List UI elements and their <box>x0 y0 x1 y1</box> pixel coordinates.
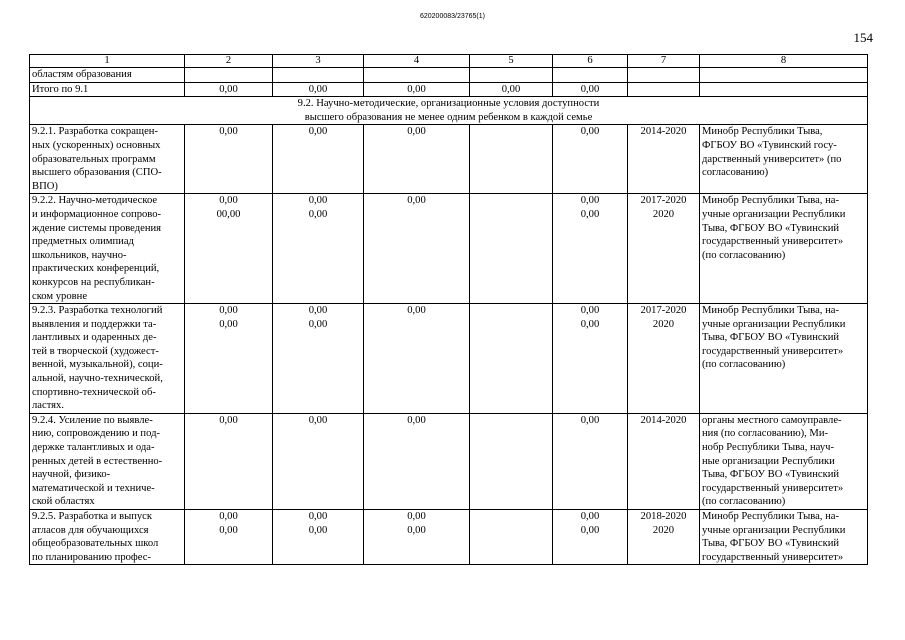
executor-line: нобр Республики Тыва, науч- <box>702 442 835 454</box>
carry-text: областям образования <box>30 68 185 83</box>
program-table <box>29 54 868 565</box>
measure-name-line: лантливых и одаренных де- <box>32 332 157 344</box>
measure-row <box>30 510 868 565</box>
document-id: 620200083/23765(1) <box>419 13 485 20</box>
measure-name-line: 9.2.2. Научно-методическое <box>32 195 158 207</box>
amount-value: 0,00 <box>219 195 238 207</box>
measure-name-line: ждение системы проведения <box>32 222 162 234</box>
amount-value: 0,00 <box>407 195 426 207</box>
amount-value: 00,00 <box>216 208 241 220</box>
period-value: 2017-2020 <box>640 195 687 207</box>
executor-line: согласованию) <box>702 167 769 179</box>
period-value: 2014-2020 <box>640 414 687 426</box>
measure-name-line: общеобразовательных школ <box>32 538 159 550</box>
header-cell-8: 8 <box>700 55 868 68</box>
total-row <box>30 82 868 97</box>
amount-value: 0,00 <box>308 318 328 330</box>
value-cell-c2 <box>185 510 273 565</box>
measure-name-line: практических конференций, <box>32 263 160 275</box>
empty-cell <box>700 82 868 97</box>
value-cell-c3 <box>273 304 364 414</box>
value-cell-c6 <box>553 194 628 304</box>
total-value: 0,00 <box>470 82 553 97</box>
header-row <box>30 55 868 68</box>
header-cell-6: 6 <box>553 55 628 68</box>
amount-value: 0,00 <box>308 524 328 536</box>
executor-line: Тыва, ФГБОУ ВО «Тувинский <box>702 332 840 344</box>
total-value: 0,00 <box>185 82 273 97</box>
empty-cell <box>700 68 868 83</box>
executor-line: ния (по согласованию), Ми- <box>702 428 829 440</box>
measure-name-line: математической и техниче- <box>32 482 155 494</box>
executor-line: Минобр Республики Тыва, на- <box>702 511 840 522</box>
section-row <box>30 97 868 125</box>
value-cell-c3 <box>273 194 364 304</box>
amount-value: 0,00 <box>580 126 600 138</box>
executor-line: Минобр Республики Тыва, <box>702 126 823 138</box>
executor-line: государственный университет» <box>702 482 844 494</box>
value-cell-c4 <box>364 413 470 509</box>
measure-name-line: ВПО) <box>32 180 58 192</box>
amount-value: 0,00 <box>407 126 426 138</box>
header-cell-1: 1 <box>30 55 185 68</box>
header-cell-3: 3 <box>273 55 364 68</box>
measure-name-line: и информационное сопрово- <box>32 208 162 220</box>
executor-line: органы местного самоуправле- <box>702 414 842 426</box>
value-cell-c2 <box>185 125 273 194</box>
amount-value: 0,00 <box>219 126 238 138</box>
measure-name-line: образовательных программ <box>32 153 156 165</box>
header-cell-5: 5 <box>470 55 553 68</box>
measure-row <box>30 125 868 194</box>
value-cell-c2 <box>185 304 273 414</box>
amount-value: 0,00 <box>219 524 238 536</box>
carry-row <box>30 68 868 83</box>
amount-value: 0,00 <box>308 208 328 220</box>
header-cell-4: 4 <box>364 55 470 68</box>
executor-cell <box>700 125 868 194</box>
table-body <box>30 55 868 565</box>
executor-line: (по согласованию) <box>702 249 786 261</box>
value-cell-c2 <box>185 413 273 509</box>
value-cell-c4 <box>364 304 470 414</box>
period-value: 2020 <box>652 208 675 220</box>
measure-row <box>30 304 868 414</box>
executor-line: учные организации Республики <box>702 524 846 536</box>
header-cell-2: 2 <box>185 55 273 68</box>
executor-line: Тыва, ФГБОУ ВО «Тувинский <box>702 538 840 550</box>
header-cell-7: 7 <box>628 55 700 68</box>
section-title <box>30 97 868 125</box>
measure-name-line: спортивно-технической об- <box>32 386 156 398</box>
value-cell-c7 <box>628 413 700 509</box>
measure-name-line: ных (ускоренных) основных <box>32 139 161 151</box>
value-cell-c3 <box>273 125 364 194</box>
amount-value: 0,00 <box>580 305 600 317</box>
measure-name <box>30 510 185 565</box>
executor-line: государственный университет» <box>702 551 844 563</box>
amount-value: 0,00 <box>219 305 238 317</box>
executor-line: ные организации Республики <box>702 455 835 467</box>
measure-name-line: ской областях <box>32 496 95 508</box>
executor-line: (по согласованию) <box>702 496 786 508</box>
value-cell-c5 <box>470 194 553 304</box>
measure-name-line: выявления и поддержки та- <box>32 318 157 330</box>
measure-name-line: тей в творческой (художест- <box>32 345 159 357</box>
amount-value: 0,00 <box>580 208 600 220</box>
amount-value: 0,00 <box>219 318 238 330</box>
value-cell-c4 <box>364 194 470 304</box>
amount-value: 0,00 <box>308 305 328 317</box>
period-value: 2018-2020 <box>640 511 687 522</box>
measure-name-line: атласов для обучающихся <box>32 524 149 536</box>
executor-line: (по согласованию) <box>702 359 786 371</box>
measure-name-line: держке талантливых и ода- <box>32 442 155 454</box>
amount-value: 0,00 <box>308 414 328 426</box>
executor-line: учные организации Республики <box>702 318 846 330</box>
measure-name-line: альной, научно-технической, <box>32 373 163 385</box>
executor-line: Тыва, ФГБОУ ВО «Тувинский <box>702 469 840 481</box>
empty-cell <box>628 68 700 83</box>
measure-name-line: нию, сопровождению и под- <box>32 428 160 440</box>
amount-value: 0,00 <box>407 524 426 536</box>
measure-name-line: 9.2.5. Разработка и выпуск <box>32 511 153 522</box>
executor-line: государственный университет» <box>702 345 844 357</box>
amount-value: 0,00 <box>308 195 328 207</box>
measure-name-line: ском уровне <box>32 290 88 302</box>
amount-value: 0,00 <box>580 524 600 536</box>
value-cell-c7 <box>628 510 700 565</box>
value-cell-c5 <box>470 125 553 194</box>
value-cell-c5 <box>470 413 553 509</box>
empty-cell <box>185 68 273 83</box>
value-cell-c2 <box>185 194 273 304</box>
section-line: высшего образования не менее одним ребенком в каждой семье <box>304 111 593 123</box>
measure-name <box>30 125 185 194</box>
amount-value: 0,00 <box>580 318 600 330</box>
executor-line: Минобр Республики Тыва, на- <box>702 305 840 317</box>
period-value: 2014-2020 <box>640 126 687 138</box>
amount-value: 0,00 <box>308 511 328 522</box>
empty-cell <box>470 68 553 83</box>
measure-name-line: ластях. <box>32 400 64 412</box>
empty-cell <box>273 68 364 83</box>
total-label: Итого по 9.1 <box>30 82 185 97</box>
value-cell-c6 <box>553 510 628 565</box>
value-cell-c5 <box>470 510 553 565</box>
total-value: 0,00 <box>553 82 628 97</box>
executor-line: Тыва, ФГБОУ ВО «Тувинский <box>702 222 840 234</box>
measure-row <box>30 194 868 304</box>
measure-name-line: ренных детей в естественно- <box>32 455 163 467</box>
measure-name-line: школьников, научно- <box>32 249 127 261</box>
amount-value: 0,00 <box>308 126 328 138</box>
empty-cell <box>364 68 470 83</box>
amount-value: 0,00 <box>580 511 600 522</box>
value-cell-c6 <box>553 125 628 194</box>
empty-cell <box>553 68 628 83</box>
executor-cell <box>700 194 868 304</box>
amount-value: 0,00 <box>580 195 600 207</box>
executor-line: государственный университет» <box>702 236 844 248</box>
measure-name-line: конкурсов на республикан- <box>32 276 155 288</box>
section-line: 9.2. Научно-методические, организационные условия доступности <box>297 98 600 110</box>
measure-name-line: 9.2.4. Усиление по выявле- <box>32 414 153 426</box>
period-value: 2020 <box>652 524 675 536</box>
value-cell-c3 <box>273 413 364 509</box>
measure-row <box>30 413 868 509</box>
amount-value: 0,00 <box>407 414 426 426</box>
value-cell-c4 <box>364 125 470 194</box>
measure-name <box>30 304 185 414</box>
value-cell-c3 <box>273 510 364 565</box>
amount-value: 0,00 <box>580 414 600 426</box>
value-cell-c7 <box>628 194 700 304</box>
measure-name-line: научной, физико- <box>32 469 111 481</box>
executor-line: ФГБОУ ВО «Тувинский госу- <box>702 139 837 151</box>
period-value: 2020 <box>652 318 675 330</box>
value-cell-c6 <box>553 304 628 414</box>
value-cell-c4 <box>364 510 470 565</box>
executor-cell <box>700 304 868 414</box>
empty-cell <box>628 82 700 97</box>
measure-name-line: 9.2.1. Разработка сокращен- <box>32 126 158 138</box>
executor-cell <box>700 413 868 509</box>
executor-line: учные организации Республики <box>702 208 846 220</box>
measure-name <box>30 194 185 304</box>
amount-value: 0,00 <box>407 305 426 317</box>
value-cell-c5 <box>470 304 553 414</box>
measure-name-line: 9.2.3. Разработка технологий <box>32 305 163 317</box>
measure-name <box>30 413 185 509</box>
amount-value: 0,00 <box>219 511 238 522</box>
executor-line: Минобр Республики Тыва, на- <box>702 195 840 207</box>
page-number: 154 <box>853 30 873 45</box>
total-value: 0,00 <box>273 82 364 97</box>
executor-cell <box>700 510 868 565</box>
total-value: 0,00 <box>364 82 470 97</box>
period-value: 2017-2020 <box>640 305 687 317</box>
measure-name-line: венной, музыкальной), соци- <box>32 359 163 371</box>
measure-name-line: предметных олимпиад <box>32 236 134 248</box>
value-cell-c6 <box>553 413 628 509</box>
value-cell-c7 <box>628 125 700 194</box>
amount-value: 0,00 <box>407 511 426 522</box>
measure-name-line: высшего образования (СПО- <box>32 167 162 179</box>
measure-name-line: по планированию профес- <box>32 551 151 563</box>
amount-value: 0,00 <box>219 414 238 426</box>
value-cell-c7 <box>628 304 700 414</box>
executor-line: дарственный университет» (по <box>702 153 842 165</box>
